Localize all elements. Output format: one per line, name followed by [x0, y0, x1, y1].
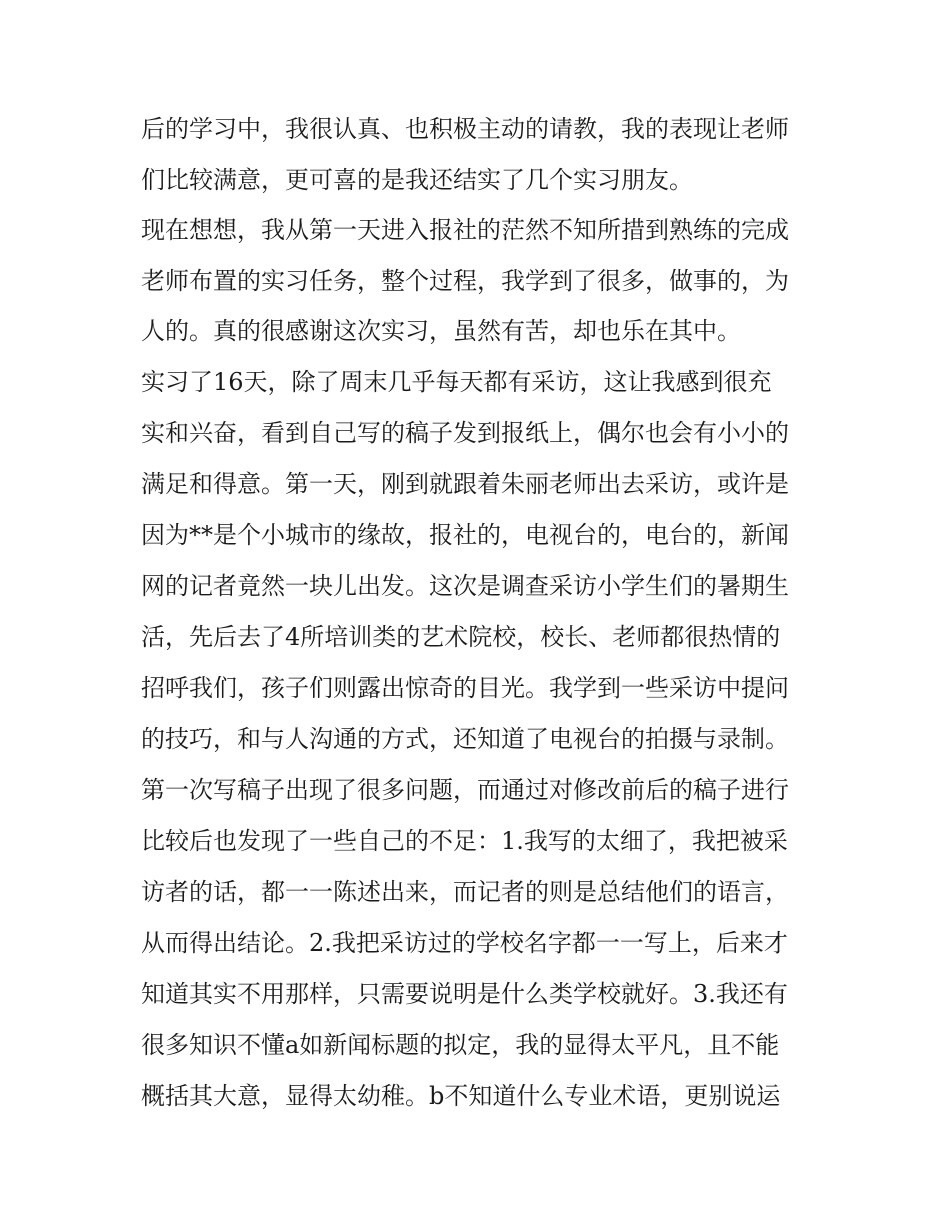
text-line-19: 很多知识不懂a如新闻标题的拟定，我的显得太平凡，且不能 [141, 1031, 780, 1059]
text-line-10: 网的记者竟然一块儿出发。这次是调查采访小学生们的暑期生 [141, 572, 789, 600]
text-line-7: 实和兴奋，看到自己写的稿子发到报纸上，偶尔也会有小小的 [141, 419, 789, 447]
text-line-12: 招呼我们，孩子们则露出惊奇的目光。我学到一些采访中提问 [141, 674, 789, 702]
text-line-13: 的技巧，和与人沟通的方式，还知道了电视台的拍摄与录制。 [141, 725, 789, 753]
text-line-5: 人的。真的很感谢这次实习，虽然有苦，却也乐在其中。 [141, 317, 741, 345]
text-line-14: 第一次写稿子出现了很多问题，而通过对修改前后的稿子进行 [141, 776, 789, 804]
text-line-6: 实习了16天，除了周末几乎每天都有采访，这让我感到很充 [141, 368, 772, 396]
text-line-18: 知道其实不用那样，只需要说明是什么类学校就好。3.我还有 [141, 980, 788, 1008]
text-line-8: 满足和得意。第一天，刚到就跟着朱丽老师出去采访，或许是 [141, 470, 789, 498]
text-line-4: 老师布置的实习任务，整个过程，我学到了很多，做事的，为 [141, 267, 789, 295]
text-line-1: 后的学习中，我很认真、也积极主动的请教，我的表现让老师 [141, 115, 789, 143]
text-line-9: 因为**是个小城市的缘故，报社的，电视台的，电台的，新闻 [141, 521, 789, 549]
text-line-20: 概括其大意，显得太幼稚。b不知道什么专业术语，更别说运 [141, 1082, 781, 1110]
text-line-11: 活，先后去了4所培训类的艺术院校，校长、老师都很热情的 [141, 623, 781, 651]
text-line-16: 访者的话，都一一陈述出来，而记者的则是总结他们的语言， [141, 878, 789, 906]
text-line-15: 比较后也发现了一些自己的不足：1.我写的太细了，我把被采 [141, 827, 788, 855]
text-line-2: 们比较满意，更可喜的是我还结实了几个实习朋友。 [141, 166, 693, 194]
text-line-3: 现在想想，我从第一天进入报社的茫然不知所措到熟练的完成 [141, 216, 789, 244]
text-line-17: 从而得出结论。2.我把采访过的学校名字都一一写上，后来才 [141, 929, 788, 957]
